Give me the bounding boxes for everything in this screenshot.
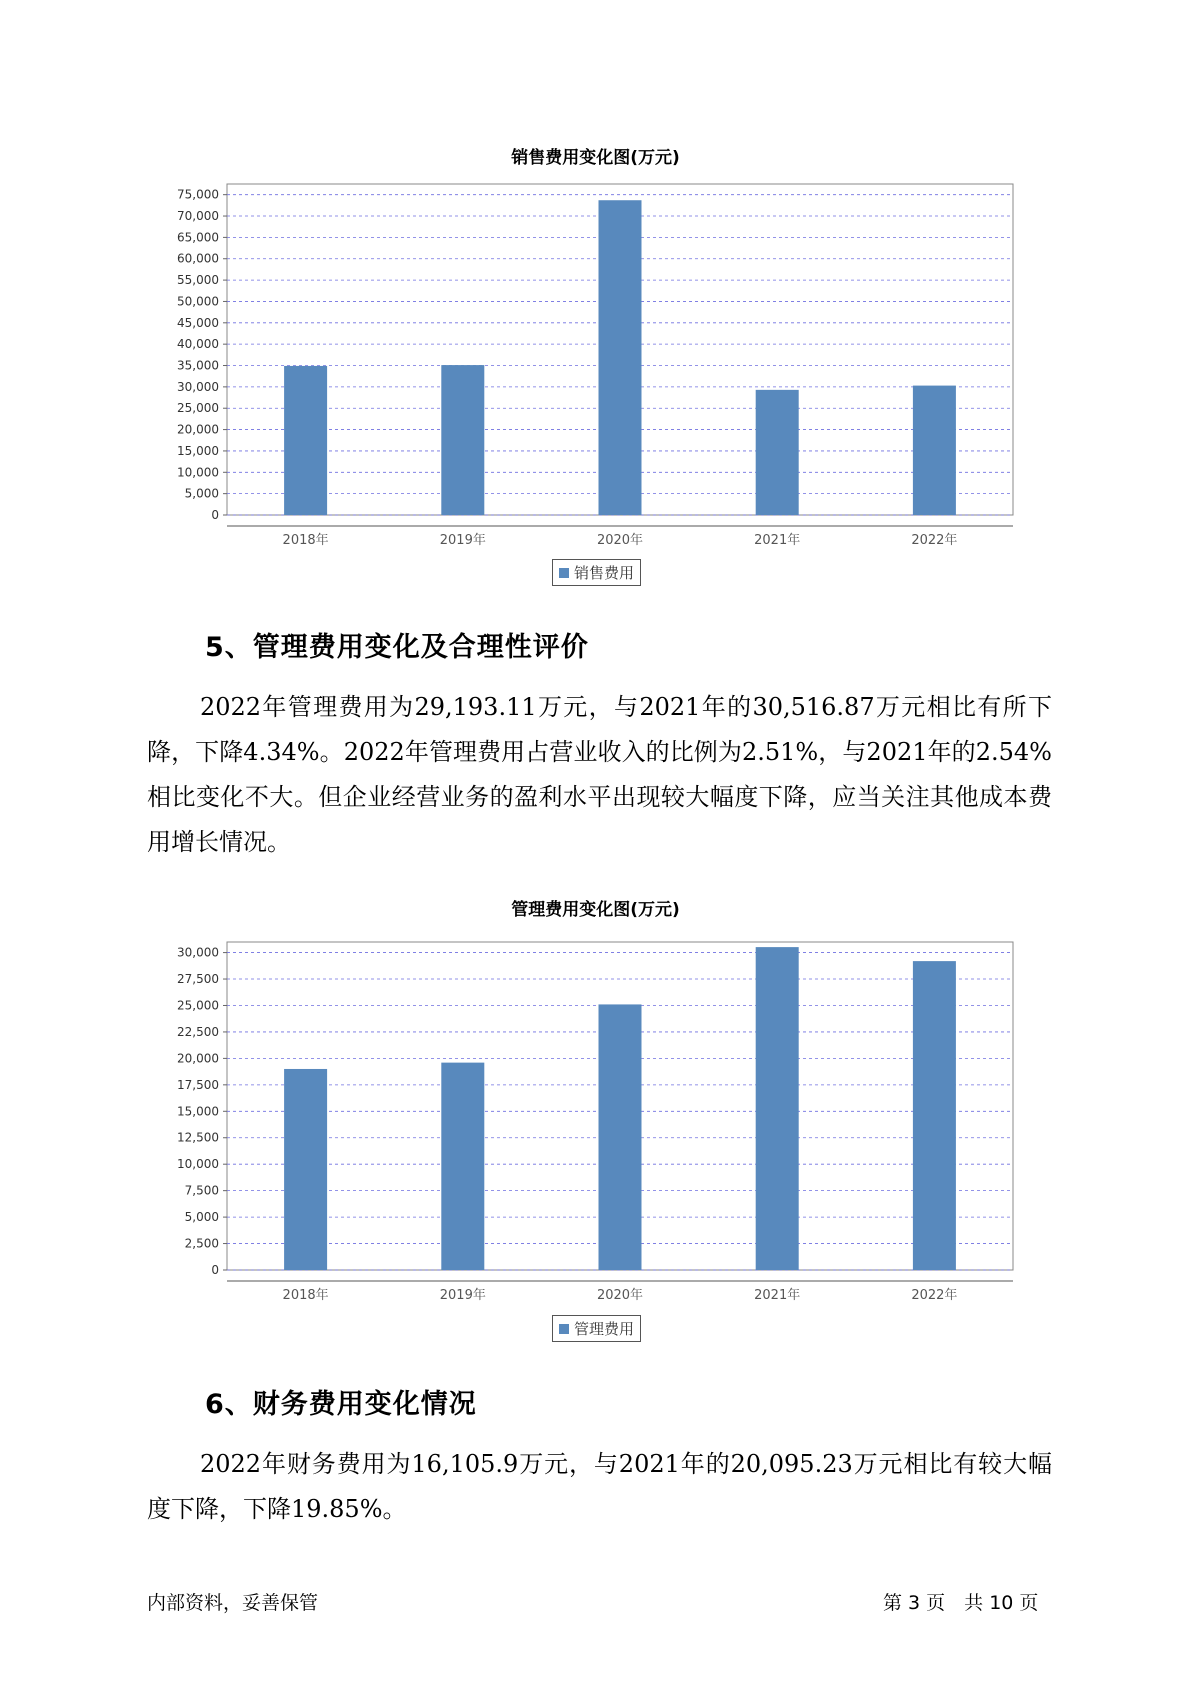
x-tick-label: 2022年 bbox=[911, 533, 958, 548]
section-5-heading: 5、管理费用变化及合理性评价 bbox=[205, 632, 589, 663]
x-tick-label: 2022年 bbox=[911, 1288, 958, 1303]
x-tick-label: 2019年 bbox=[439, 1288, 486, 1303]
y-tick-label: 5,000 bbox=[184, 1210, 219, 1225]
sales-expense-chart bbox=[0, 170, 1191, 590]
x-tick-label: 2021年 bbox=[754, 533, 801, 548]
x-tick-label: 2019年 bbox=[439, 533, 486, 548]
x-tick-label: 2021年 bbox=[754, 1288, 801, 1303]
admin-expense-chart bbox=[0, 930, 1191, 1350]
bar bbox=[913, 386, 956, 515]
section-6-paragraph: 2022年财务费用为16,105.9万元，与2021年的20,095.23万元相比有较大幅度下降，下降19.85%。 bbox=[147, 1450, 1052, 1523]
legend-swatch bbox=[559, 568, 569, 578]
y-tick-label: 20,000 bbox=[177, 1051, 219, 1066]
y-tick-label: 30,000 bbox=[177, 945, 219, 960]
y-tick-label: 45,000 bbox=[177, 315, 219, 330]
y-tick-label: 0 bbox=[211, 508, 219, 522]
y-tick-label: 20,000 bbox=[177, 422, 219, 437]
x-tick-label: 2020年 bbox=[596, 533, 644, 548]
sales-expense-chart-title: 销售费用变化图(万元) bbox=[511, 148, 680, 168]
admin-expense-chart-title: 管理费用变化图(万元) bbox=[511, 900, 680, 920]
y-tick-label: 60,000 bbox=[177, 251, 219, 266]
y-tick-label: 17,500 bbox=[177, 1077, 219, 1092]
x-tick-label: 2020年 bbox=[596, 1288, 644, 1303]
x-tick-label: 2018年 bbox=[282, 1288, 329, 1303]
bar bbox=[599, 1004, 642, 1270]
y-tick-label: 7,500 bbox=[184, 1183, 219, 1198]
x-tick-label: 2018年 bbox=[282, 533, 329, 548]
section-6-heading: 6、财务费用变化情况 bbox=[205, 1389, 477, 1420]
footer-page-number: 第 3 页 共 10 页 bbox=[883, 1592, 1039, 1614]
bar bbox=[599, 200, 642, 515]
y-tick-label: 75,000 bbox=[177, 187, 219, 202]
bar bbox=[441, 365, 484, 515]
y-tick-label: 27,500 bbox=[177, 972, 219, 987]
bar bbox=[756, 390, 799, 515]
sales-expense-legend bbox=[552, 559, 641, 586]
y-tick-label: 25,000 bbox=[177, 401, 219, 416]
y-tick-label: 40,000 bbox=[177, 337, 219, 352]
bar bbox=[284, 366, 327, 515]
bar bbox=[441, 1063, 484, 1270]
y-tick-label: 65,000 bbox=[177, 230, 219, 245]
admin-expense-legend-label: 管理费用 bbox=[574, 1320, 635, 1338]
y-tick-label: 30,000 bbox=[177, 379, 219, 394]
bar bbox=[756, 947, 799, 1270]
y-tick-label: 10,000 bbox=[177, 465, 219, 480]
y-tick-label: 22,500 bbox=[177, 1024, 219, 1039]
bar bbox=[913, 961, 956, 1270]
y-tick-label: 15,000 bbox=[177, 1104, 219, 1119]
y-tick-label: 5,000 bbox=[184, 486, 219, 501]
legend-swatch bbox=[559, 1324, 569, 1334]
y-tick-label: 70,000 bbox=[177, 209, 219, 224]
section-5-paragraph: 2022年管理费用为29,193.11万元，与2021年的30,516.87万元相比有所下降，下降4.34%。2022年管理费用占营业收入的比例为2.51%，与2021年的2.54%相比变化不大。但企业经营业务的盈利水平出现较大幅度下降，应当关注其他成本费用增长情况。 bbox=[147, 693, 1052, 856]
footer-confidential-note: 内部资料，妥善保管 bbox=[147, 1592, 319, 1614]
y-tick-label: 10,000 bbox=[177, 1157, 219, 1172]
admin-expense-legend bbox=[552, 1315, 641, 1342]
y-tick-label: 2,500 bbox=[184, 1236, 219, 1251]
bar bbox=[284, 1069, 327, 1270]
y-tick-label: 55,000 bbox=[177, 273, 219, 288]
y-tick-label: 15,000 bbox=[177, 443, 219, 458]
y-tick-label: 35,000 bbox=[177, 358, 219, 373]
y-tick-label: 0 bbox=[211, 1263, 219, 1277]
y-tick-label: 50,000 bbox=[177, 294, 219, 309]
y-tick-label: 25,000 bbox=[177, 998, 219, 1013]
y-tick-label: 12,500 bbox=[177, 1130, 219, 1145]
sales-expense-legend-label: 销售费用 bbox=[574, 564, 635, 582]
